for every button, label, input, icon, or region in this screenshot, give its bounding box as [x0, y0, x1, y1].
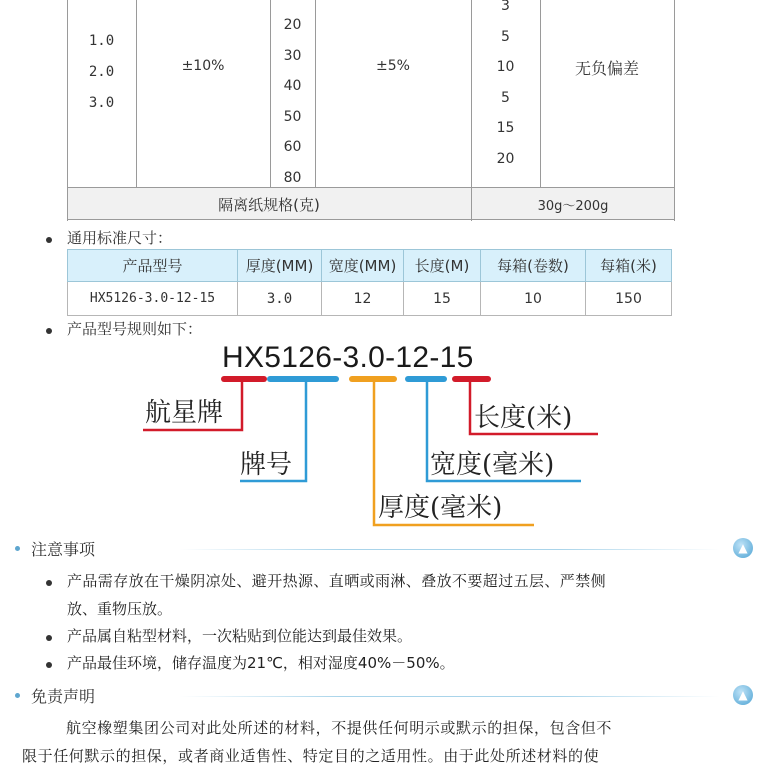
width-value: 20 [283, 17, 302, 33]
note-item: 产品最佳环境，储存温度为21℃，相对湿度40%－50%。 [67, 654, 455, 672]
table-cell: 15 [404, 282, 481, 316]
width-value: 40 [283, 78, 302, 95]
thickness-value: 2.0 [88, 64, 115, 80]
model-rule-diagram [0, 340, 770, 530]
bullet-icon [46, 580, 52, 586]
width-value: 80 [283, 169, 302, 186]
release-paper-value: 30g～200g [537, 199, 609, 214]
standard-size-table [67, 249, 672, 316]
length-value: 5 [501, 28, 510, 45]
label-thickness: 厚度(毫米) [378, 493, 503, 523]
width-value: 60 [283, 139, 302, 156]
disclaimer-title: 免责声明 [31, 687, 96, 706]
table-row [68, 282, 672, 316]
table-header-row [68, 250, 672, 282]
column-header: 长度(M) [404, 250, 481, 282]
thickness-tolerance: ±10% [181, 58, 225, 74]
column-header: 产品型号 [68, 250, 238, 282]
table-cell: 3.0 [238, 282, 322, 316]
note-item: 产品需存放在干燥阴凉处、避开热源、直晒或雨淋、叠放不要超过五层、严禁侧 [67, 572, 607, 590]
bullet-icon [46, 635, 52, 641]
width-tolerance: ±5% [376, 58, 410, 74]
bullet-icon [46, 328, 52, 334]
back-to-top-icon[interactable]: ▲ [733, 685, 753, 705]
width-value: 30 [283, 47, 302, 64]
note-item: 产品属自粘型材料，一次粘贴到位能达到最佳效果。 [67, 627, 413, 645]
label-width: 宽度(毫米) [430, 450, 555, 480]
bullet-icon [46, 237, 52, 243]
section-bullet-icon [15, 693, 20, 698]
standard-size-heading: 通用标准尺寸： [67, 229, 173, 247]
spec-table [67, 0, 675, 221]
column-header: 厚度(MM) [238, 250, 322, 282]
section-bullet-icon [15, 546, 20, 551]
label-brand-no: 牌号 [240, 450, 293, 480]
model-rule-heading: 产品型号规则如下： [67, 320, 203, 338]
table-cell: 10 [481, 282, 586, 316]
table-cell: HX5126-3.0-12-15 [68, 282, 238, 316]
notes-title: 注意事项 [31, 540, 96, 559]
width-value: 50 [283, 108, 302, 125]
column-header: 每箱(米) [586, 250, 672, 282]
label-length: 长度(米) [474, 403, 573, 433]
thickness-value: 3.0 [88, 95, 115, 111]
length-value: 3 [501, 0, 510, 14]
bullet-icon [46, 662, 52, 668]
back-to-top-icon[interactable]: ▲ [733, 538, 753, 558]
label-brand: 航星牌 [145, 398, 224, 428]
disclaimer-line: 限于任何默示的担保，或者商业适售性、特定目的之适用性。由于此处所述材料的使 [22, 747, 600, 765]
table-cell: 150 [586, 282, 672, 316]
length-value: 5 [501, 89, 510, 106]
table-cell: 12 [322, 282, 404, 316]
column-header: 每箱(卷数) [481, 250, 586, 282]
thickness-value: 1.0 [88, 33, 115, 49]
model-code: HX5126-3.0-12-15 [222, 341, 474, 374]
release-paper-label: 隔离纸规格(克) [218, 196, 320, 214]
section-divider [180, 696, 720, 697]
length-tolerance: 无负偏差 [574, 59, 639, 78]
length-value: 10 [496, 59, 515, 76]
section-divider [180, 549, 720, 550]
length-value: 20 [496, 150, 515, 167]
note-item: 放、重物压放。 [67, 600, 173, 618]
length-value: 15 [496, 120, 515, 137]
column-header: 宽度(MM) [322, 250, 404, 282]
disclaimer-line: 航空橡塑集团公司对此处所述的材料，不提供任何明示或默示的担保，包含但不 [66, 719, 613, 737]
